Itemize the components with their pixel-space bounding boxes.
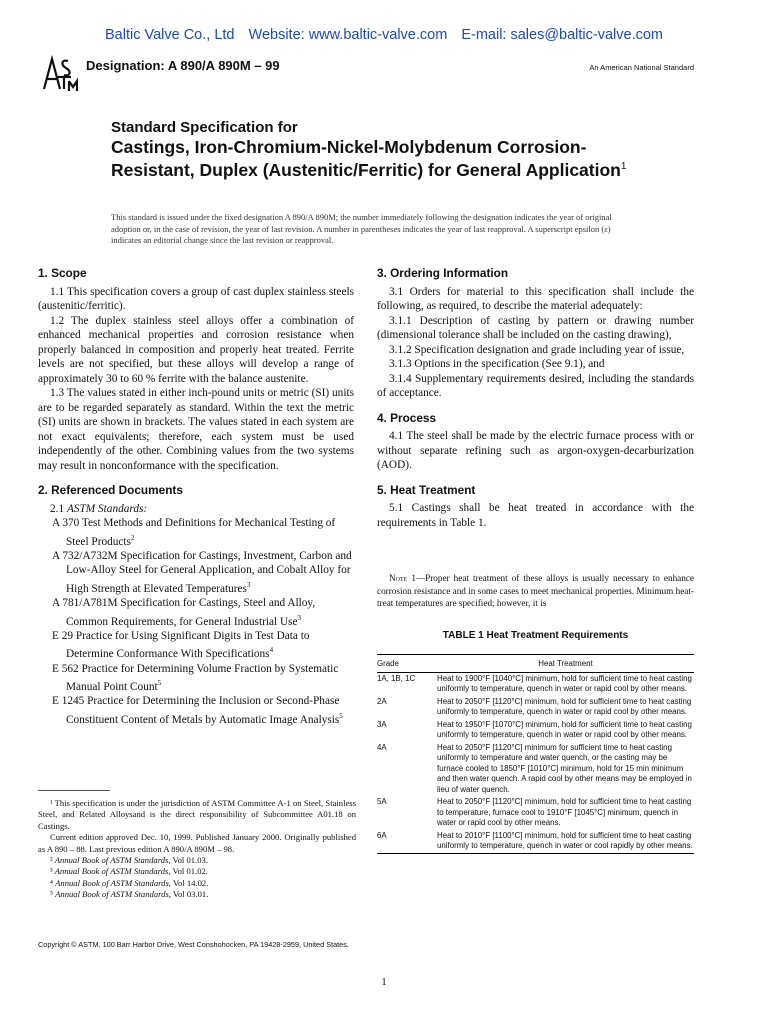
treatment-cell: Heat to 2050°F [1120°C] minimum for sufficient time to heat casting uniformly to temperature and water quench, or the casting may be furnace cooled to 1850°F [1010°C] minimum, hold for 15 min minimum and then water quench. A rapid cool by other means may be employed in lieu of water quench.	[437, 742, 692, 794]
footnote-item: ⁵ Annual Book of ASTM Standards, Vol 03.01.	[50, 889, 209, 900]
section-heading-ordering: 3. Ordering Information	[377, 266, 509, 280]
reference-item: E 1245 Practice for Determining the Inclusion or Second-Phase Constituent Content of Metals by Automatic Image Analysis$^5$	[52, 695, 343, 726]
title-main: Castings, Iron-Chromium-Nickel-Molybdenum Corrosion-Resistant, Duplex (Austenitic/Ferritic) for General Application	[111, 137, 621, 180]
treatment-cell: Heat to 2050°F [1120°C] minimum, hold for sufficient time to heat casting to temperature, furnace cool to 1910°F [1045°C] minimum, quench in water or rapid cool by other means.	[437, 797, 692, 827]
paragraph-3-1-4: 3.1.4 Supplementary requirements desired, including the standards of acceptance.	[377, 372, 694, 399]
website-link[interactable]: Website: www.baltic-valve.com	[248, 27, 448, 43]
table-row	[377, 719, 694, 742]
issuance-notice: This standard is issued under the fixed designation A 890/A 890M; the number immediately following the designation indicates the year of original adoption or, in the case of revision, the year of last revision. A number in parentheses indicates the year of last reapproval. A superscript epsilon (ε) indicates an editorial change since the last revision or reapproval.	[111, 212, 612, 245]
footnote-item: ² Annual Book of ASTM Standards, Vol 01.03.	[50, 855, 208, 866]
footnote-divider	[38, 790, 110, 791]
grade-cell: 6A	[377, 830, 387, 840]
treatment-cell: Heat to 2050°F [1120°C] minimum, hold for sufficient time to heat casting uniformly to temperature, quench in water or rapid cool by other means.	[437, 696, 692, 716]
reference-item: A 781/A781M Specification for Castings, Steel and Alloy, Common Requirements, for General Industrial Use$^3$	[52, 597, 316, 628]
footnote-item: ³ Annual Book of ASTM Standards, Vol 01.02.	[50, 866, 208, 877]
note-text: 1—Proper heat treatment of these alloys is usually necessary to enhance corrosion resistance and in some cases to meet mechanical properties. Minimum heat-treat temperatures are specified; however, it is	[377, 573, 694, 609]
document-title	[111, 119, 651, 180]
company-name: Baltic Valve Co., Ltd	[104, 27, 235, 43]
section-heading-process: 4. Process	[377, 410, 437, 425]
paragraph-3-1-3: 3.1.3 Options in the specification (See 9.1), and	[389, 358, 605, 370]
footnote-1-edition: Current edition approved Dec. 10, 1999. Published January 2000. Originally published as A 890 – 88. Last previous edition A 890/A 890M – 98.	[38, 832, 356, 854]
copyright-notice: Copyright © ASTM, 100 Barr Harbor Drive, West Conshohocken, PA 19428-2959, United States.	[38, 940, 349, 949]
footnote-item: ⁴ Annual Book of ASTM Standards, Vol 14.02.	[50, 877, 209, 888]
astm-standards-subheading: 2.1 ASTM Standards:	[50, 502, 148, 515]
treatment-cell: Heat to 1900°F [1040°C] minimum, hold for sufficient time to heat casting uniformly to temperature, quench in water or rapid cool by other means.	[437, 673, 692, 693]
paragraph-3-1-2: 3.1.2 Specification designation and grade including year of issue,	[389, 343, 685, 356]
table-title: TABLE 1 Heat Treatment Requirements	[442, 630, 629, 641]
heat-treatment-table	[377, 654, 694, 854]
paragraph-1-1: 1.1 This specification covers a group of cast duplex stainless steels (austenitic/ferritic).	[38, 285, 354, 312]
designation: Designation: A 890/A 890M – 99	[86, 58, 280, 73]
note-label: Note	[389, 573, 408, 583]
page-number: 1	[381, 976, 387, 988]
section-heading-scope: 1. Scope	[38, 266, 87, 280]
email-link[interactable]: E-mail: sales@baltic-valve.com	[461, 27, 663, 43]
table-header	[377, 654, 694, 673]
national-standard-label: An American National Standard	[589, 63, 694, 72]
left-column	[38, 266, 354, 727]
reference-item: E 562 Practice for Determining Volume Fraction by Systematic Manual Point Count$^5$	[52, 662, 339, 693]
table-row	[377, 696, 694, 719]
table-row	[377, 673, 694, 696]
column-header-grade: Grade	[377, 659, 399, 668]
paragraph-3-1: 3.1 Orders for material to this specification shall include the following, as required, to describe the material adequately:	[377, 285, 694, 312]
section-heading-heat-treatment: 5. Heat Treatment	[377, 482, 476, 497]
section-heading-referenced-documents: 2. Referenced Documents	[38, 483, 183, 497]
grade-cell: 4A	[377, 742, 387, 752]
table-row	[377, 830, 694, 854]
paragraph-1-2: 1.2 The duplex stainless steel alloys offer a combination of enhanced mechanical properties and corrosion resistance when properly balanced in composition and properly heat treated. Ferrite levels are not specified, but these alloys will develop a range of approximately 30 to 60 % ferrite with the balance austenite.	[38, 314, 354, 385]
treatment-cell: Heat to 1950°F [1070°C] minimum, hold for sufficient time to heat casting uniformly to temperature, quench in water or rapid cool by other means.	[437, 719, 692, 739]
paragraph-5-1: 5.1 Castings shall be heat treated in accordance with the requirements in Table 1.	[377, 502, 694, 529]
reference-item: A 370 Test Methods and Definitions for Mechanical Testing of Steel Products$^2$	[52, 517, 336, 548]
grade-cell: 3A	[377, 719, 387, 729]
grade-cell: 5A	[377, 797, 387, 806]
footnote-1: ¹ This specification is under the jurisdiction of ASTM Committee A-1 on Steel, Stainless Steel, and Related Alloysand is the direct responsibility of Subcommittee A01.18 on Castings.	[38, 798, 356, 831]
table-row	[377, 796, 694, 830]
note-1	[377, 572, 694, 610]
reference-item: A 732/A732M Specification for Castings, Investment, Carbon and Low-Alloy Steel for General Application, and Cobalt Alloy for High Strength at Elevated Temperatures$^3$	[52, 549, 352, 595]
right-column	[377, 266, 694, 530]
paragraph-4-1: 4.1 The steel shall be made by the electric furnace process with or without separate refining such as argon-oxygen-decarburization (AOD).	[377, 430, 694, 471]
table-row	[377, 742, 694, 797]
title-line1: Standard Specification for	[111, 119, 298, 136]
treatment-cell: Heat to 2010°F [1100°C] minimum, hold for sufficient time to heat casting uniformly to temperature, quench in water or cool rapidly by other means.	[437, 830, 693, 850]
paragraph-3-1-1: 3.1.1 Description of casting by pattern or drawing number (dimensional tolerance shall be included on the casting drawing),	[377, 314, 694, 341]
reference-item: E 29 Practice for Using Significant Digits in Test Data to Determine Conformance With Specifications$^4$	[52, 629, 310, 661]
footnotes	[38, 798, 356, 901]
column-header-treatment: Heat Treatment	[538, 659, 593, 668]
astm-logo	[38, 55, 78, 93]
site-banner	[0, 27, 768, 43]
title-footnote-marker: 1	[620, 161, 627, 172]
paragraph-1-3: 1.3 The values stated in either inch-pound units or metric (SI) units are to be regarded separately as standard. Within the text the metric (SI) units are shown in brackets. The values stated in each system are not exact equivalents; therefore, each system must be used independently of the other. Combining values from the two systems may result in nonconformance with the specification.	[38, 387, 354, 472]
grade-cell: 2A	[377, 696, 387, 706]
grade-cell: 1A, 1B, 1C	[377, 673, 416, 683]
